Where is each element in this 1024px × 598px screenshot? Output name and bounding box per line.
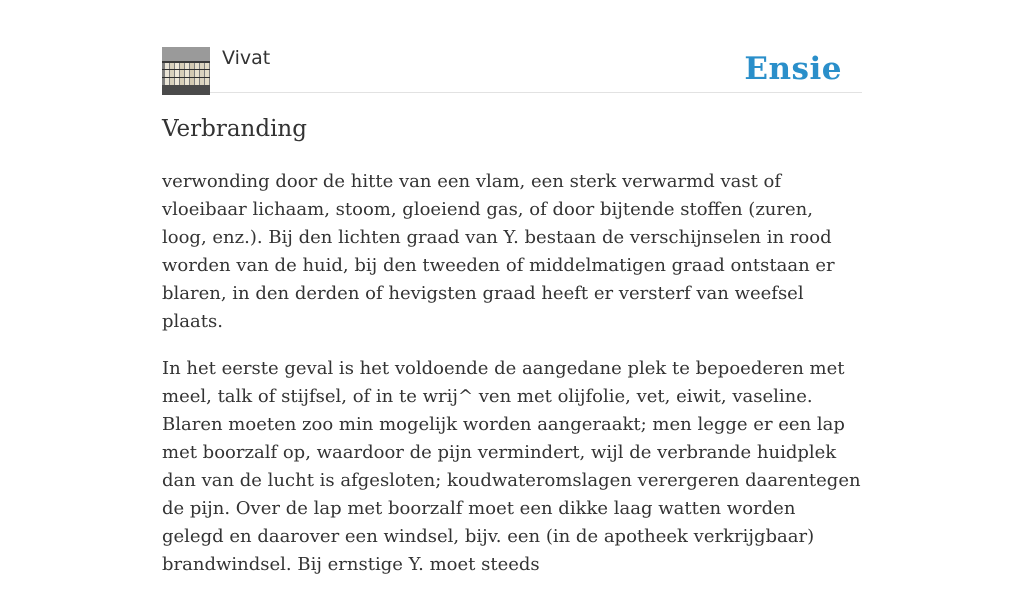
book-spines-icon [162,47,210,95]
brand-logo[interactable]: Ensie [744,51,842,87]
header [162,0,862,93]
article-body [162,168,862,598]
article-paragraph: In het eerste geval is het voldoende de aangedane plek te bepoederen met meel, talk of stijfsel, of in te wrij^ ven met olijfolie, vet, eiwit, vaseline. Blaren moeten zoo min mogelijk worden aangeraakt; men legge er een lap met boorzalf op, waardoor de pijn vermindert, wijl de verbrande huidplek dan van de lucht is afgesloten; koudwateromslagen verergeren daarentegen de pijn. Over de lap met boorzalf moet een dikke laag watten worden gelegd en daarover een windsel, bijv. een (in de apotheek verkrijgbaar) brandwindsel. Bij ernstige Y. moet steeds [162,358,861,575]
source-name[interactable]: Vivat [222,47,271,69]
page-title: Verbranding [162,116,307,142]
source-avatar[interactable] [162,47,210,95]
article-paragraph: verwonding door de hitte van een vlam, een sterk verwarmd vast of vloeibaar lichaam, stoom, gloeiend gas, of door bijtende stoffen (zuren, loog, enz.). Bij den lichten graad van Y. bestaan de verschijnselen in rood worden van de huid, bij den tweeden of middelmatigen graad ontstaan er blaren, in den derden of hevigsten graad heeft er versterf van weefsel plaats. [162,171,835,332]
article-page [162,0,862,575]
